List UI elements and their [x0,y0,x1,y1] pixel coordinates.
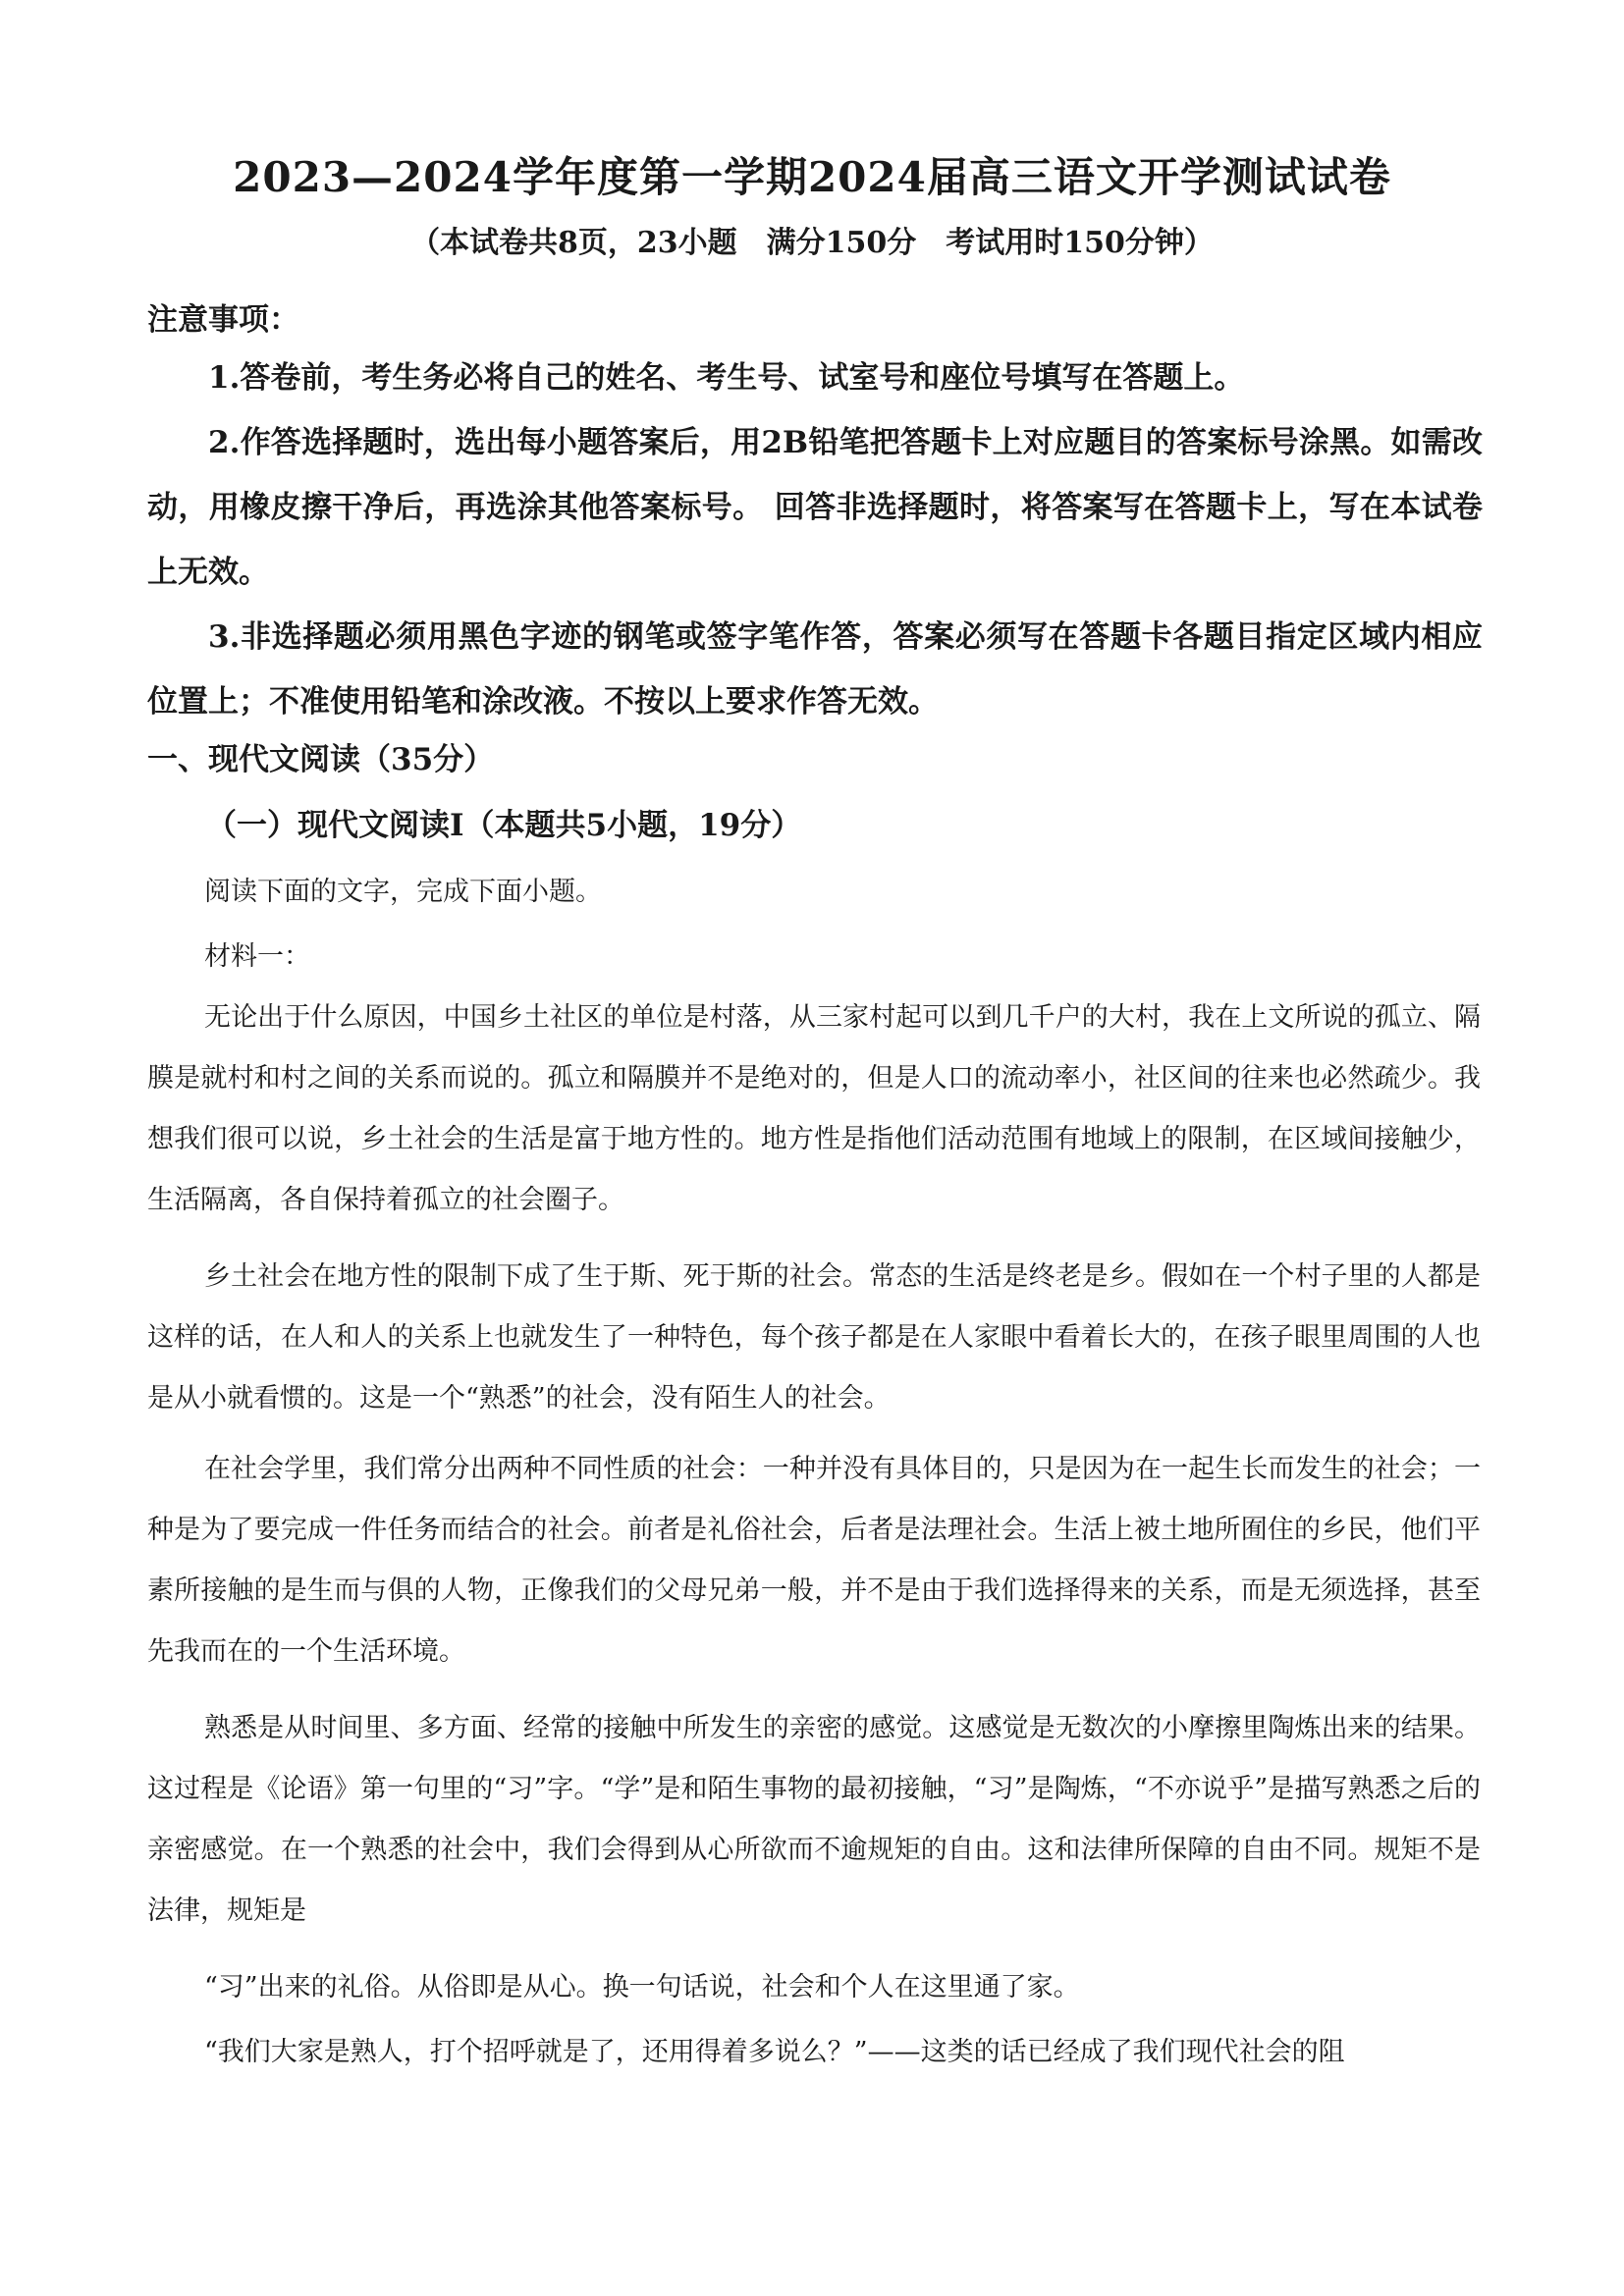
notice-item-2: 2.作答选择题时，选出每小题答案后，用2B铅笔把答题卡上对应题目的答案标号涂黑。如需改动，用橡皮擦干净后，再选涂其他答案标号。 回答非选择题时，将答案写在答题卡上，写在本试卷上无效。 [147,425,1483,590]
paragraph: 无论出于什么原因，中国乡土社区的单位是村落，从三家村起可以到几千户的大村，我在上文所说的孤立、隔膜是就村和村之间的关系而说的。孤立和隔膜并不是绝对的，但是人口的流动率小，社区间的往来也必然疏少。我想我们很可以说，乡土社会的生活是富于地方性的。地方性是指他们活动范围有地域上的限制，在区域间接触少，生活隔离，各自保持着孤立的社会圈子。 [147,1002,1481,1215]
exam-title: 2023—2024学年度第一学期2024届高三语文开学测试试卷 [233,153,1391,201]
subsection-heading: （一）现代文阅读Ⅰ（本题共5小题，19分） [206,808,802,843]
notice-item-3: 3.非选择题必须用黑色字迹的钢笔或签字笔作答，答案必须写在答题卡各题目指定区域内相应位置上；不准使用铅笔和涂改液。不按以上要求作答无效。 [147,619,1483,720]
notice-heading: 注意事项： [147,302,299,338]
material-label: 材料一： [204,941,310,972]
exam-subtitle: （本试卷共8页，23小题 满分150分 考试用时150分钟） [410,226,1214,260]
notice-item-1: 1.答卷前，考生务必将自己的姓名、考生号、试室号和座位号填写在答题上。 [208,360,1245,396]
section-heading: 一、现代文阅读（35分） [147,742,495,777]
paragraph: 熟悉是从时间里、多方面、经常的接触中所发生的亲密的感觉。这感觉是无数次的小摩擦里陶炼出来的结果。这过程是《论语》第一句里的“习”字。“学”是和陌生事物的最初接触，“习”是陶炼，“不亦说乎”是描写熟悉之后的亲密感觉。在一个熟悉的社会中，我们会得到从心所欲而不逾规矩的自由。这和法律所保障的自由不同。规矩不是法律，规矩是 [147,1713,1481,1926]
paragraph: “我们大家是熟人，打个招呼就是了，还用得着多说么？”——这类的话已经成了我们现代社会的阻 [204,2037,1345,2067]
paragraph: 乡土社会在地方性的限制下成了生于斯、死于斯的社会。常态的生活是终老是乡。假如在一个村子里的人都是这样的话，在人和人的关系上也就发生了一种特色，每个孩子都是在人家眼中看着长大的，在孩子眼里周围的人也是从小就看惯的。这是一个“熟悉”的社会，没有陌生人的社会。 [147,1261,1481,1414]
paragraph: 在社会学里，我们常分出两种不同性质的社会：一种并没有具体目的，只是因为在一起生长而发生的社会；一种是为了要完成一件任务而结合的社会。前者是礼俗社会，后者是法理社会。生活上被土地所囿住的乡民，他们平素所接触的是生而与俱的人物，正像我们的父母兄弟一般，并不是由于我们选择得来的关系，而是无须选择，甚至先我而在的一个生活环境。 [147,1454,1481,1667]
reading-instruction: 阅读下面的文字，完成下面小题。 [204,877,602,907]
paragraph: “习”出来的礼俗。从俗即是从心。换一句话说，社会和个人在这里通了家。 [204,1972,1080,2002]
